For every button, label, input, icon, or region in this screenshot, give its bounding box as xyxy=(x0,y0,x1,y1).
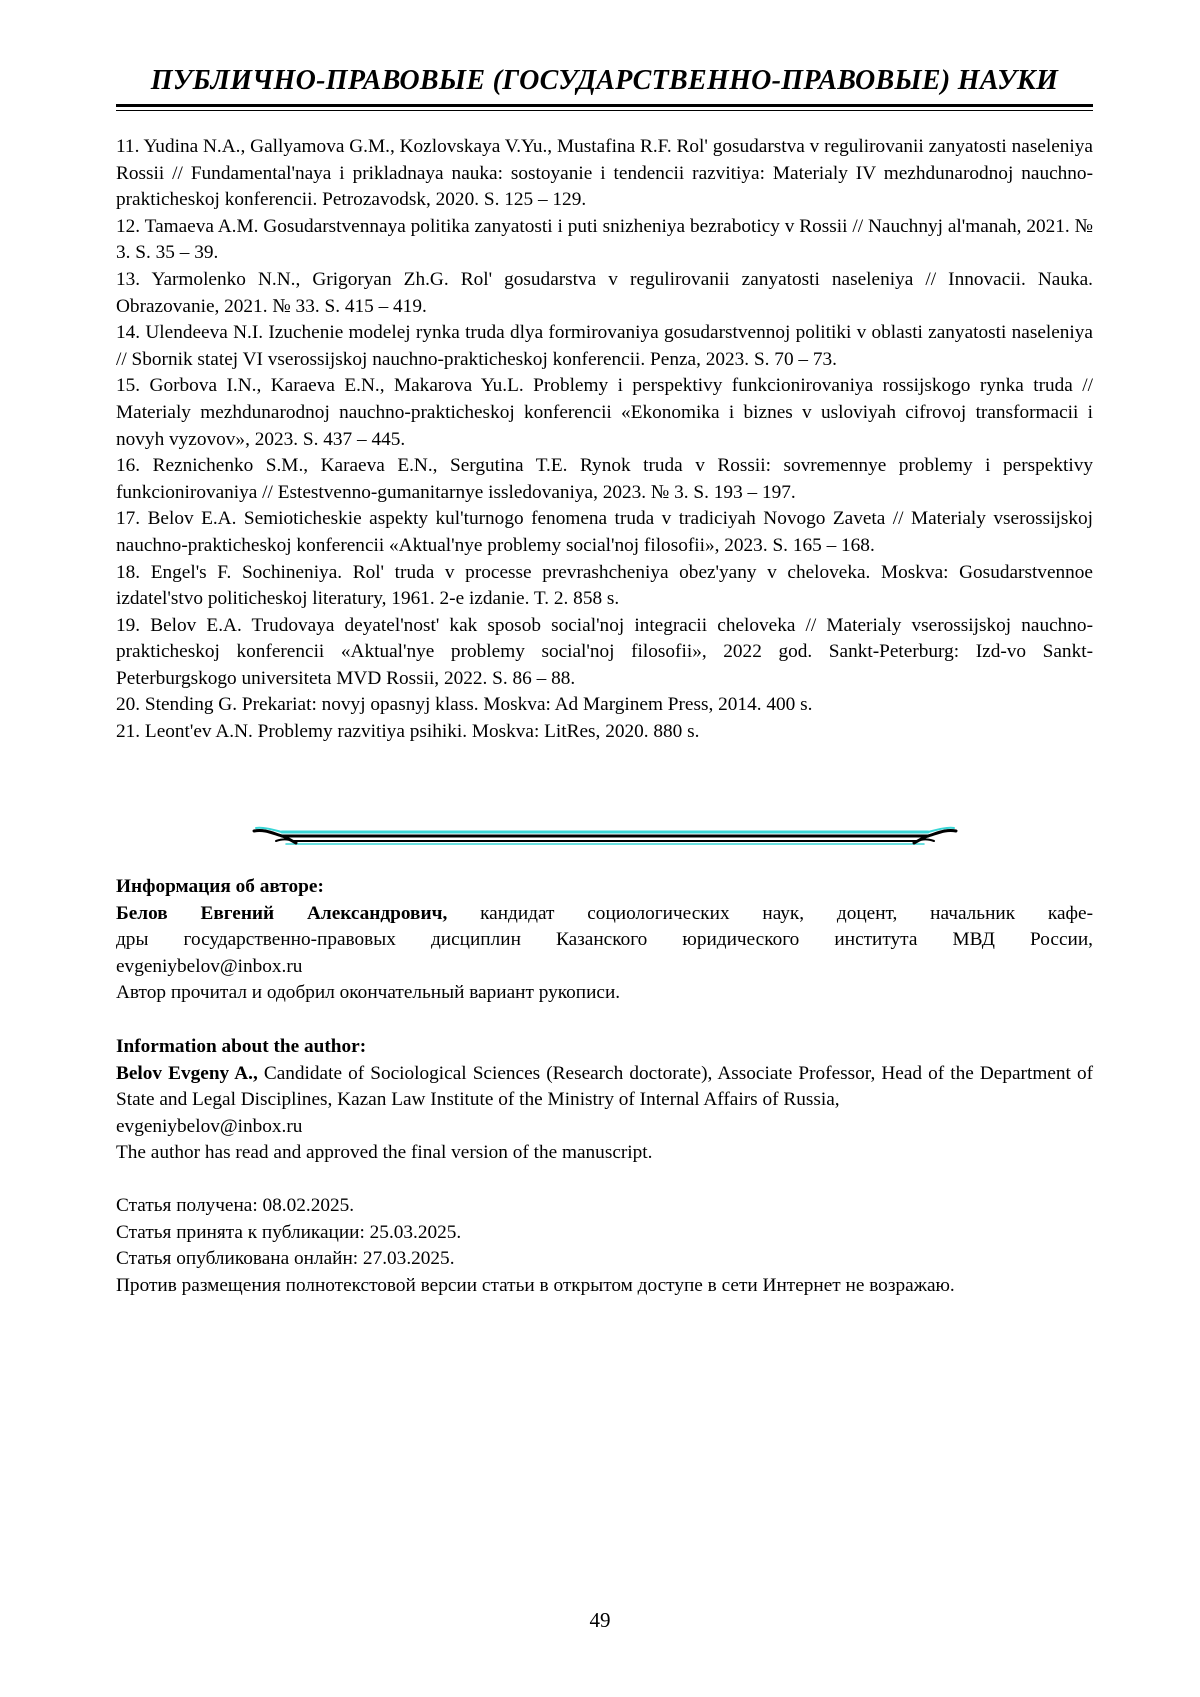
reference-item: 13. Yarmolenko N.N., Grigoryan Zh.G. Rol' gosudarstva v regulirovanii zanyatosti naseleniya // Innovacii. Nauka. Obrazovanie, 2021. № 33. S. 415 – 419. xyxy=(116,267,1093,320)
date-received: Статья получена: 08.02.2025. xyxy=(116,1193,1093,1220)
author-info-en-body xyxy=(116,1061,1093,1114)
reference-item: 17. Belov E.A. Semioticheskie aspekty kul'turnogo fenomena truda v tradiciyah Novogo Zaveta // Materialy vserossijskoj nauchno-prakticheskoj konferencii «Aktual'nye problemy social'noj filosofii», 2023. S. 165 – 168. xyxy=(116,506,1093,559)
page-number: 49 xyxy=(0,1608,1200,1633)
author-info-ru xyxy=(116,874,1093,1007)
reference-item: 12. Tamaeva A.M. Gosudarstvennaya politika zanyatosti i puti snizheniya bezraboticy v Rossii // Nauchnyj al'manah, 2021. № 3. S. 35 – 39. xyxy=(116,214,1093,267)
reference-item: 18. Engel's F. Sochineniya. Rol' truda v processe prevrashcheniya obez'yany v cheloveka. Moskva: Gosudarstvennoe izdatel'stvo politicheskoj literatury, 1961. 2-e izdanie. T. 2. 858 s. xyxy=(116,560,1093,613)
article-dates xyxy=(116,1193,1093,1299)
ornamental-divider xyxy=(252,819,958,849)
date-accepted: Статья принята к публикации: 25.03.2025. xyxy=(116,1220,1093,1247)
reference-list xyxy=(116,134,1093,746)
reference-item: 14. Ulendeeva N.I. Izuchenie modelej rynka truda dlya formirovaniya gosudarstvennoj politiki v oblasti zanyatosti naseleniya // Sbornik statej VI vserossijskoj nauchno-prakticheskoj konferencii. Penza, 2023. S. 70 – 73. xyxy=(116,320,1093,373)
reference-item: 16. Reznichenko S.M., Karaeva E.N., Sergutina T.E. Rynok truda v Rossii: sovremennye problemy i perspektivy funkcionirovaniya // Estestvenno-gumanitarnye issledovaniya, 2023. № 3. S. 193 – 197. xyxy=(116,453,1093,506)
reference-item: 21. Leont'ev A.N. Problemy razvitiya psihiki. Moskva: LitRes, 2020. 880 s. xyxy=(116,719,1093,746)
author-name-en: Belov Evgeny A., xyxy=(116,1063,258,1084)
reference-item: 20. Stending G. Prekariat: novyj opasnyj klass. Moskva: Ad Marginem Press, 2014. 400 s. xyxy=(116,692,1093,719)
author-approval-en: The author has read and approved the final version of the manuscript. xyxy=(116,1140,1093,1167)
header-rule-thick xyxy=(116,104,1093,107)
header-rule-thin xyxy=(116,110,1093,111)
reference-item: 15. Gorbova I.N., Karaeva E.N., Makarova Yu.L. Problemy i perspektivy funkcionirovaniya rossijskogo rynka truda // Materialy mezhdunarodnoj nauchno-prakticheskoj konferencii «Ekonomika i biznes v usloviyah cifrovoj transformacii i novyh vyzovov», 2023. S. 437 – 445. xyxy=(116,373,1093,453)
author-info-ru-line1 xyxy=(116,901,1093,928)
author-info-ru-heading: Информация об авторе: xyxy=(116,874,1093,901)
author-email-en: evgeniybelov@inbox.ru xyxy=(116,1114,1093,1141)
author-email-ru: evgeniybelov@inbox.ru xyxy=(116,954,1093,981)
author-name-ru: Белов Евгений Александрович, xyxy=(116,903,447,924)
author-description-ru-part1: кандидат социологических наук, доцент, начальник кафе- xyxy=(447,903,1093,924)
open-access-statement: Против размещения полнотекстовой версии статьи в открытом доступе в сети Интернет не возражаю. xyxy=(116,1273,1093,1300)
journal-section-title: ПУБЛИЧНО-ПРАВОВЫЕ (ГОСУДАРСТВЕННО-ПРАВОВЫЕ) НАУКИ xyxy=(116,66,1093,96)
reference-item: 11. Yudina N.A., Gallyamova G.M., Kozlovskaya V.Yu., Mustafina R.F. Rol' gosudarstva v regulirovanii zanyatosti naseleniya Rossii // Fundamental'naya i prikladnaya nauka: sostoyanie i tendencii razvitiya: Materialy IV mezhdunarodnoj nauchno-prakticheskoj konferencii. Petrozavodsk, 2020. S. 125 – 129. xyxy=(116,134,1093,214)
author-info-en xyxy=(116,1034,1093,1167)
date-published: Статья опубликована онлайн: 27.03.2025. xyxy=(116,1246,1093,1273)
reference-item: 19. Belov E.A. Trudovaya deyatel'nost' kak sposob social'noj integracii cheloveka // Materialy vserossijskoj nauchno-prakticheskoj konferencii «Aktual'nye problemy social'noj filosofii», 2022 god. Sankt-Peterburg: Izd-vo Sankt-Peterburgskogo universiteta MVD Rossii, 2022. S. 86 – 88. xyxy=(116,613,1093,693)
author-approval-ru: Автор прочитал и одобрил окончательный вариант рукописи. xyxy=(116,980,1093,1007)
author-description-ru-part2: дры государственно-правовых дисциплин Казанского юридического института МВД России, xyxy=(116,927,1093,954)
author-description-en: Candidate of Sociological Sciences (Research doctorate), Associate Professor, Head of the Department of State and Legal Disciplines, Kazan Law Institute of the Ministry of Internal Affairs of Russia, xyxy=(116,1063,1093,1111)
author-info-en-heading: Information about the author: xyxy=(116,1034,1093,1061)
